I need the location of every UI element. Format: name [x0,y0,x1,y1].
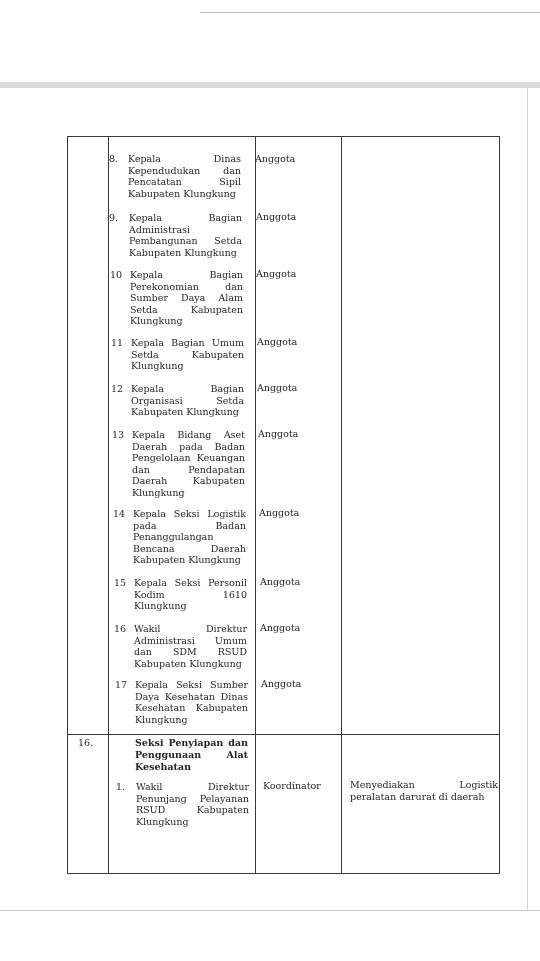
table-border-bottom [67,873,500,874]
next-page [0,910,540,961]
row-number: 16 [114,624,127,635]
table-divider-name [255,136,256,874]
section-title: Seksi Penyiapan dan Penggunaan Alat Kesehatan [135,738,248,773]
row-number: 11 [111,338,124,349]
member-name: Kepala Bidang Aset Daerah pada Badan Pengelolaan Keuangan dan Pendapatan Daerah Kabupaten Klungkung [132,430,245,499]
row-number: 14 [113,509,126,520]
member-role: Anggota [256,269,297,280]
page-edge-line [527,88,528,910]
document-page [0,88,540,910]
member-name: Kepala Bagian Organisasi Setda Kabupaten Klungkung [131,384,244,418]
member-role: Koordinator [263,781,321,792]
row-number: 8. [109,154,119,165]
member-role: Anggota [257,383,298,394]
section-number: 16. [78,738,94,749]
table-border-right [499,136,500,874]
member-role: Anggota [259,508,300,519]
member-name: Kepala Seksi Logistik pada Badan Penanggulangan Bencana Daerah Kabupaten Klungkung [133,509,246,566]
member-role: Anggota [260,623,301,634]
table-border-top [67,136,500,137]
member-name: Kepala Dinas Kependudukan dan Pencatatan Sipil Kabupaten Klungkung [128,154,241,200]
page-edge-line [200,12,540,13]
member-name: Wakil Direktur Penunjang Pelayanan RSUD Kabupaten Klungkung [136,782,249,828]
member-name: Kepala Seksi Sumber Daya Kesehatan Dinas Kesehatan Kabupaten Klungkung [135,680,248,726]
row-number: 12 [111,384,124,395]
member-name: Kepala Bagian Umum Setda Kabupaten Klungkung [131,338,244,372]
table-border-left [67,136,68,874]
table-divider-role [341,136,342,874]
row-number: 10 [110,270,123,281]
member-role: Anggota [261,679,302,690]
table-section-separator [67,734,500,735]
row-number: 17 [115,680,128,691]
member-role: Anggota [256,212,297,223]
member-name: Wakil Direktur Administrasi Umum dan SDM RSUD Kabupaten Klungkung [134,624,247,670]
member-role: Anggota [255,154,296,165]
member-task: Menyediakan Logistik peralatan darurat di daerah [350,780,498,803]
member-role: Anggota [258,429,299,440]
row-number: 13 [112,430,125,441]
member-name: Kepala Seksi Personil Kodim 1610 Klungkung [134,578,247,612]
previous-page [0,0,540,82]
member-name: Kepala Bagian Administrasi Pembangunan Setda Kabupaten Klungkung [129,213,242,259]
row-number: 1. [116,782,126,793]
table-divider-number [108,136,109,874]
member-name: Kepala Bagian Perekonomian dan Sumber Daya Alam Setda Kabupaten Klungkung [130,270,243,327]
row-number: 9. [109,213,119,224]
member-role: Anggota [260,577,301,588]
row-number: 15 [114,578,127,589]
member-role: Anggota [257,337,298,348]
